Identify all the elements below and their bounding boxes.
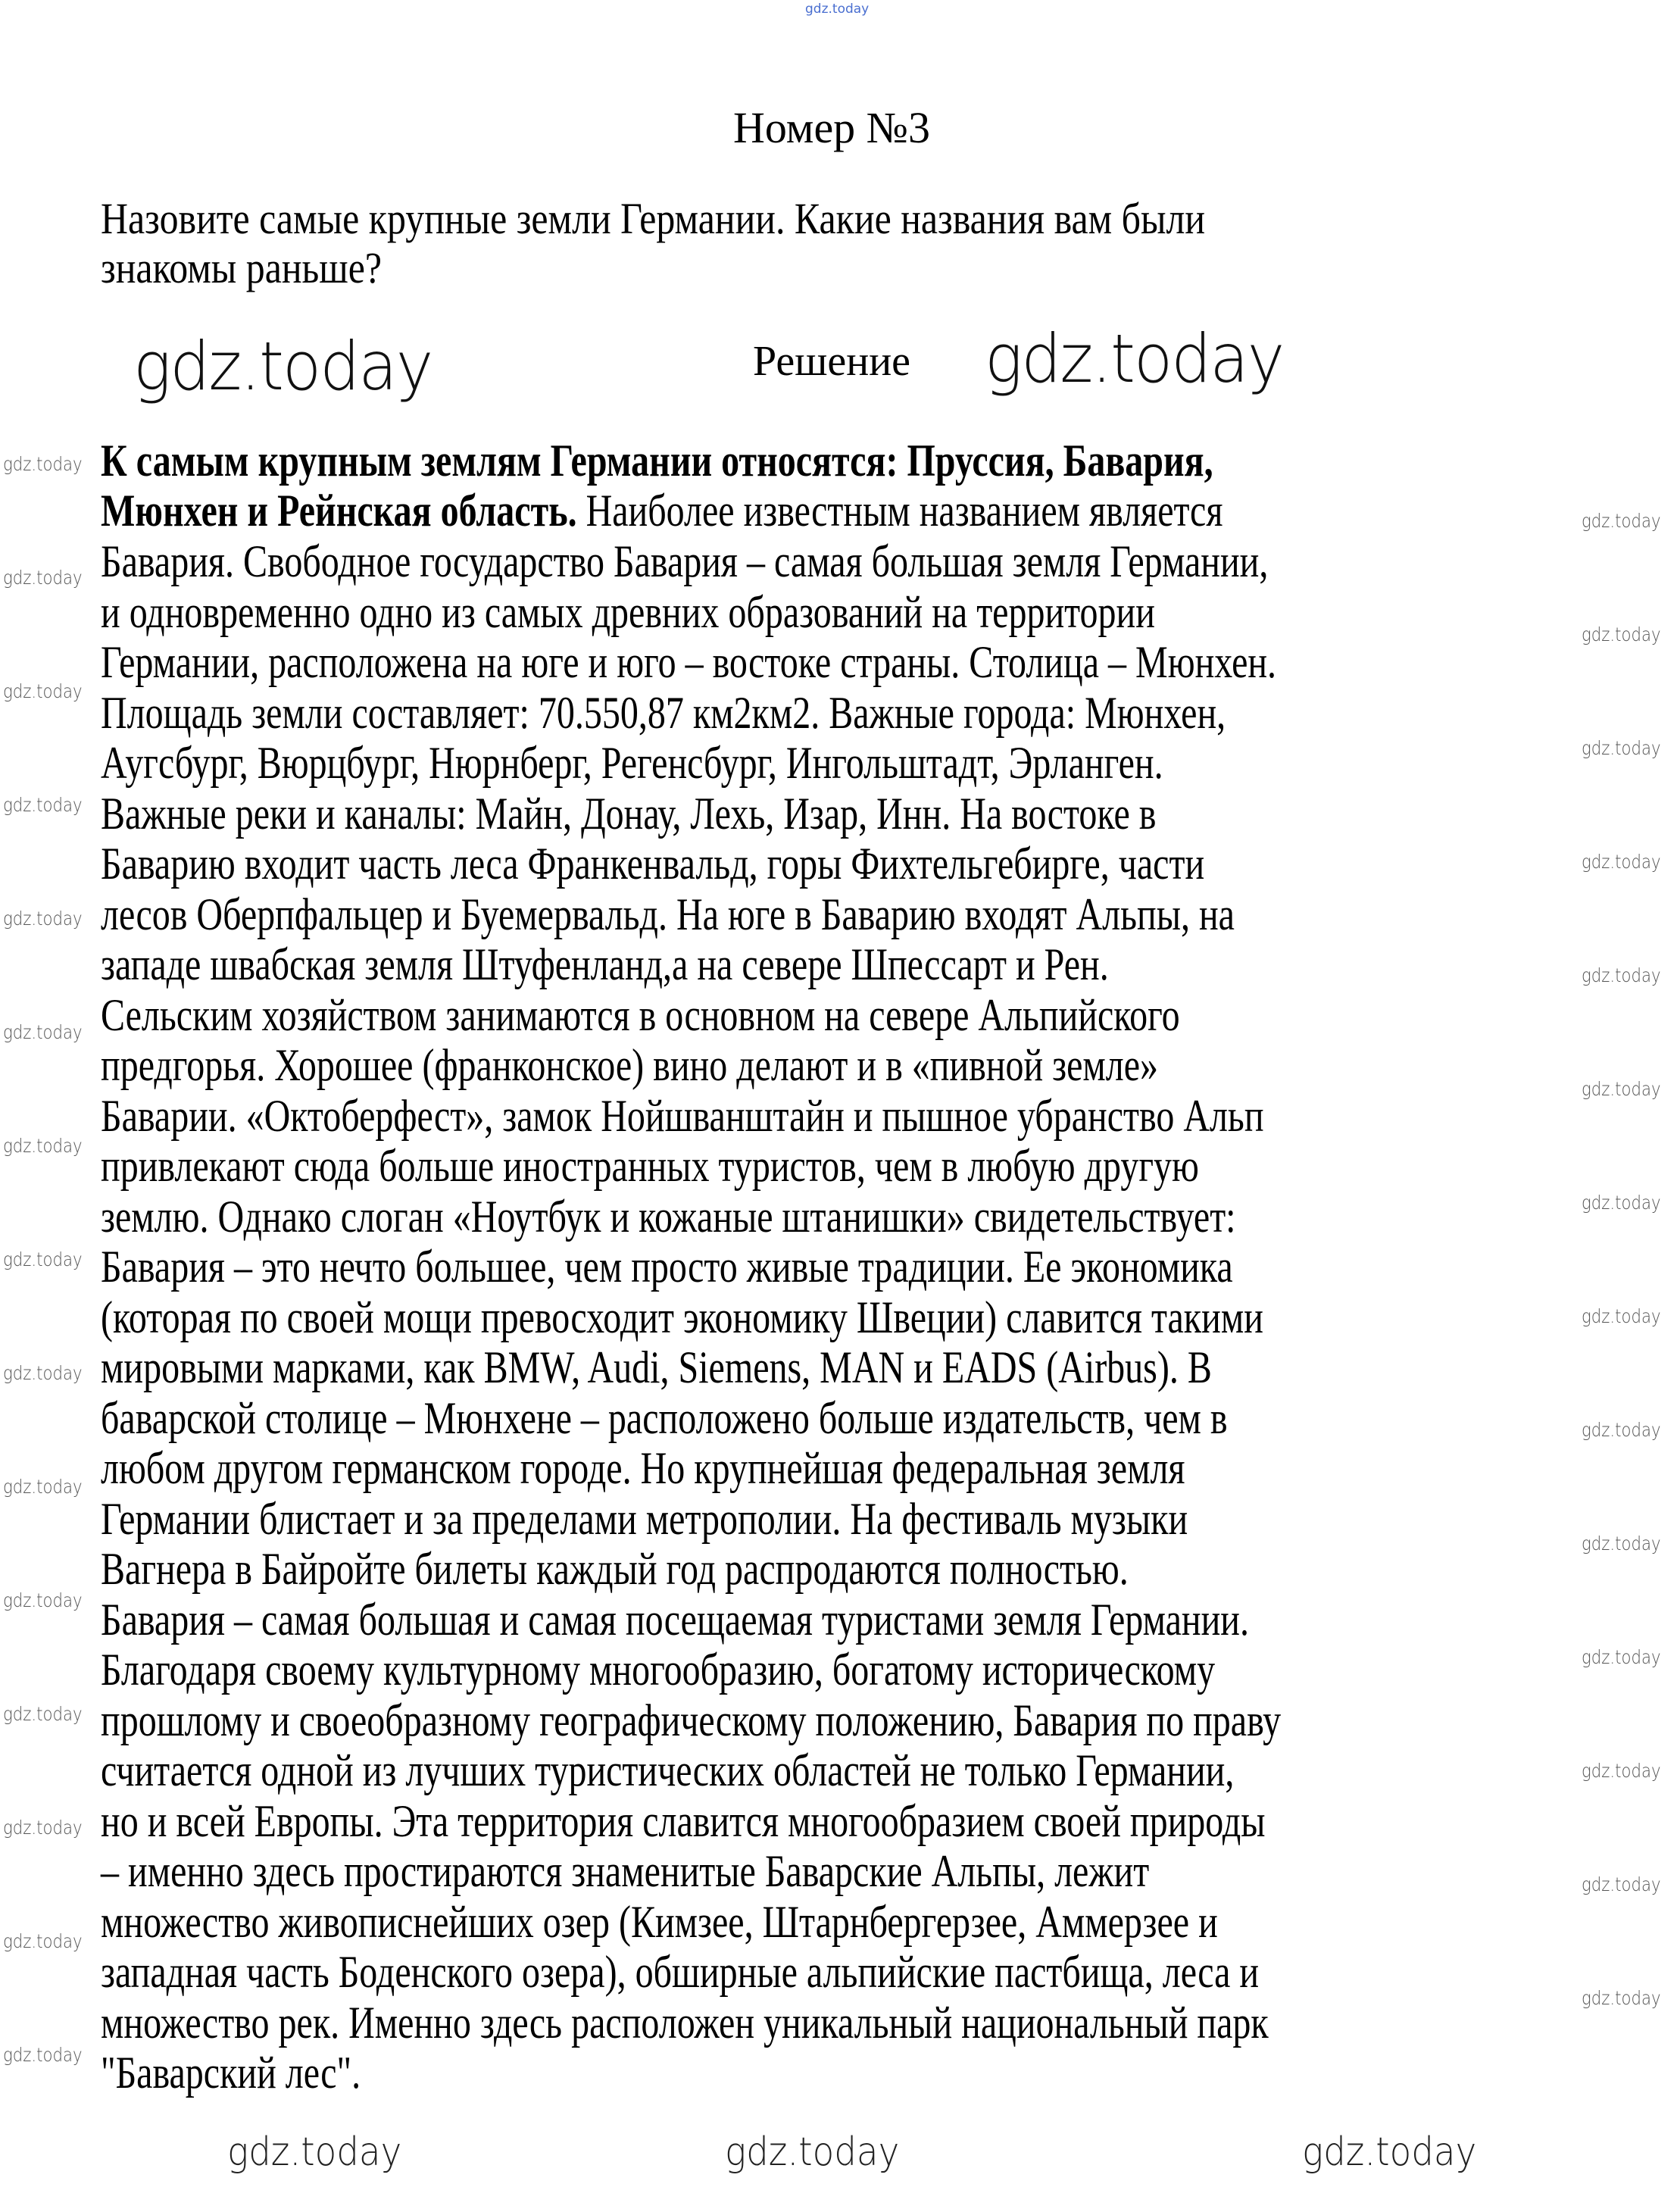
answer-bold-lead: К самым крупным землям Германии относятся: Пруссия, Бавария, xyxy=(101,436,1213,486)
watermark: gdz.today xyxy=(3,1703,83,1725)
answer-line: мировыми марками, как BMW, Audi, Siemens, MAN и EADS (Airbus). В xyxy=(101,1342,1212,1392)
top-watermark: gdz.today xyxy=(805,2,870,17)
watermark: gdz.today xyxy=(1582,1078,1661,1100)
solution-heading: Решение xyxy=(752,338,911,385)
watermark: gdz.today xyxy=(3,1362,83,1384)
watermark: gdz.today xyxy=(1582,623,1661,645)
answer-text: Наиболее известным названием является xyxy=(576,486,1223,536)
watermark: gdz.today xyxy=(1582,1646,1661,1668)
watermark: gdz.today xyxy=(1582,737,1661,759)
answer-line: множество живописнейших озер (Кимзее, Штарнбергерзее, Аммерзее и xyxy=(101,1896,1218,1947)
answer-line: Баварии. «Октоберфест», замок Нойшванштайн и пышное убранство Альп xyxy=(101,1090,1264,1141)
watermark: gdz.today xyxy=(3,453,83,475)
watermark: gdz.today xyxy=(1582,1987,1661,2009)
answer-line: множество рек. Именно здесь расположен уникальный национальный парк xyxy=(101,1997,1269,2048)
answer-line: Сельским хозяйством занимаются в основном на севере Альпийского xyxy=(101,989,1180,1040)
answer-line xyxy=(101,436,1213,486)
answer-line: Бавария. Свободное государство Бавария – самая большая земля Германии, xyxy=(101,536,1269,586)
watermark: gdz.today xyxy=(3,567,83,589)
answer-line: землю. Однако слоган «Ноутбук и кожаные штанишки» свидетельствует: xyxy=(101,1191,1236,1242)
watermark: gdz.today xyxy=(3,2044,83,2066)
answer-line: но и всей Европы. Эта территория славится многообразием своей природы xyxy=(101,1795,1266,1846)
question-line: Назовите самые крупные земли Германии. Какие названия вам были xyxy=(101,194,1206,243)
watermark: gdz.today xyxy=(3,680,83,702)
page-title: Номер №3 xyxy=(732,103,931,152)
answer-line: считается одной из лучших туристических областей не только Германии, xyxy=(101,1745,1235,1795)
watermark: gdz.today xyxy=(227,2129,402,2175)
watermark: gdz.today xyxy=(1582,510,1661,532)
watermark: gdz.today xyxy=(1582,1305,1661,1327)
answer-bold-lead: Мюнхен и Рейнская область. xyxy=(101,486,577,536)
watermark: gdz.today xyxy=(985,320,1284,398)
watermark: gdz.today xyxy=(133,327,432,405)
answer-line: Площадь земли составляет: 70.550,87 км2км2. Важные города: Мюнхен, xyxy=(101,687,1226,738)
answer-line xyxy=(101,486,1223,536)
watermark: gdz.today xyxy=(1302,2129,1477,2175)
answer-line: Бавария – это нечто большее, чем просто живые традиции. Ее экономика xyxy=(101,1242,1233,1292)
watermark: gdz.today xyxy=(1582,1760,1661,1782)
answer-line: – именно здесь простираются знаменитые Баварские Альпы, лежит xyxy=(101,1846,1150,1896)
answer-line: Вагнера в Байройте билеты каждый год распродаются полностью. xyxy=(101,1544,1129,1594)
watermark: gdz.today xyxy=(1582,1419,1661,1441)
watermark: gdz.today xyxy=(3,1589,83,1611)
answer-line: Германии, расположена на юге и юго – востоке страны. Столица – Мюнхен. xyxy=(101,637,1277,687)
answer-line: предгорья. Хорошее (франконское) вино делают и в «пивной земле» xyxy=(101,1040,1159,1090)
answer-line: Благодаря своему культурному многообразию, богатому историческому xyxy=(101,1645,1216,1695)
watermark: gdz.today xyxy=(1582,1533,1661,1554)
watermark: gdz.today xyxy=(3,1248,83,1270)
answer-line: лесов Оберпфальцер и Буемервальд. На юге в Баварию входят Альпы, на xyxy=(101,889,1235,939)
answer-line: западе швабская земля Штуфенланд,а на севере Шпессарт и Рен. xyxy=(101,939,1109,989)
watermark: gdz.today xyxy=(3,1021,83,1043)
answer-line: привлекают сюда больше иностранных туристов, чем в любую другую xyxy=(101,1141,1199,1191)
question-line: знакомы раньше? xyxy=(101,243,382,292)
answer-line: "Баварский лес". xyxy=(101,2048,361,2098)
answer-line: и одновременно одно из самых древних образований на территории xyxy=(101,586,1155,637)
answer-line: Важные реки и каналы: Майн, Донау, Лехь, Изар, Инн. На востоке в xyxy=(101,788,1157,839)
answer-line: прошлому и своеобразному географическому положению, Бавария по праву xyxy=(101,1695,1282,1745)
watermark: gdz.today xyxy=(725,2129,900,2175)
answer-line: любом другом германском городе. Но крупнейшая федеральная земля xyxy=(101,1443,1185,1493)
watermark: gdz.today xyxy=(3,1817,83,1839)
answer-line: Баварию входит часть леса Франкенвальд, горы Фихтельгебирге, части xyxy=(101,839,1205,889)
answer-line: западная часть Боденского озера), обширные альпийские пастбища, леса и xyxy=(101,1947,1260,1997)
answer-line: Бавария – самая большая и самая посещаемая туристами земля Германии. xyxy=(101,1594,1249,1645)
watermark: gdz.today xyxy=(3,1930,83,1952)
watermark: gdz.today xyxy=(3,908,83,930)
watermark: gdz.today xyxy=(1582,1873,1661,1895)
watermark: gdz.today xyxy=(3,794,83,816)
answer-line: (которая по своей мощи превосходит экономику Швеции) славится такими xyxy=(101,1292,1263,1342)
watermark: gdz.today xyxy=(1582,964,1661,986)
watermark: gdz.today xyxy=(1582,1192,1661,1214)
answer-line: Аугсбург, Вюрцбург, Нюрнберг, Регенсбург, Ингольштадт, Эрланген. xyxy=(101,738,1163,788)
watermark: gdz.today xyxy=(1582,851,1661,873)
answer-line: баварской столице – Мюнхене – расположено больше издательств, чем в xyxy=(101,1392,1228,1443)
watermark: gdz.today xyxy=(3,1135,83,1157)
answer-line: Германии блистает и за пределами метрополии. На фестиваль музыки xyxy=(101,1493,1188,1544)
watermark: gdz.today xyxy=(3,1476,83,1498)
